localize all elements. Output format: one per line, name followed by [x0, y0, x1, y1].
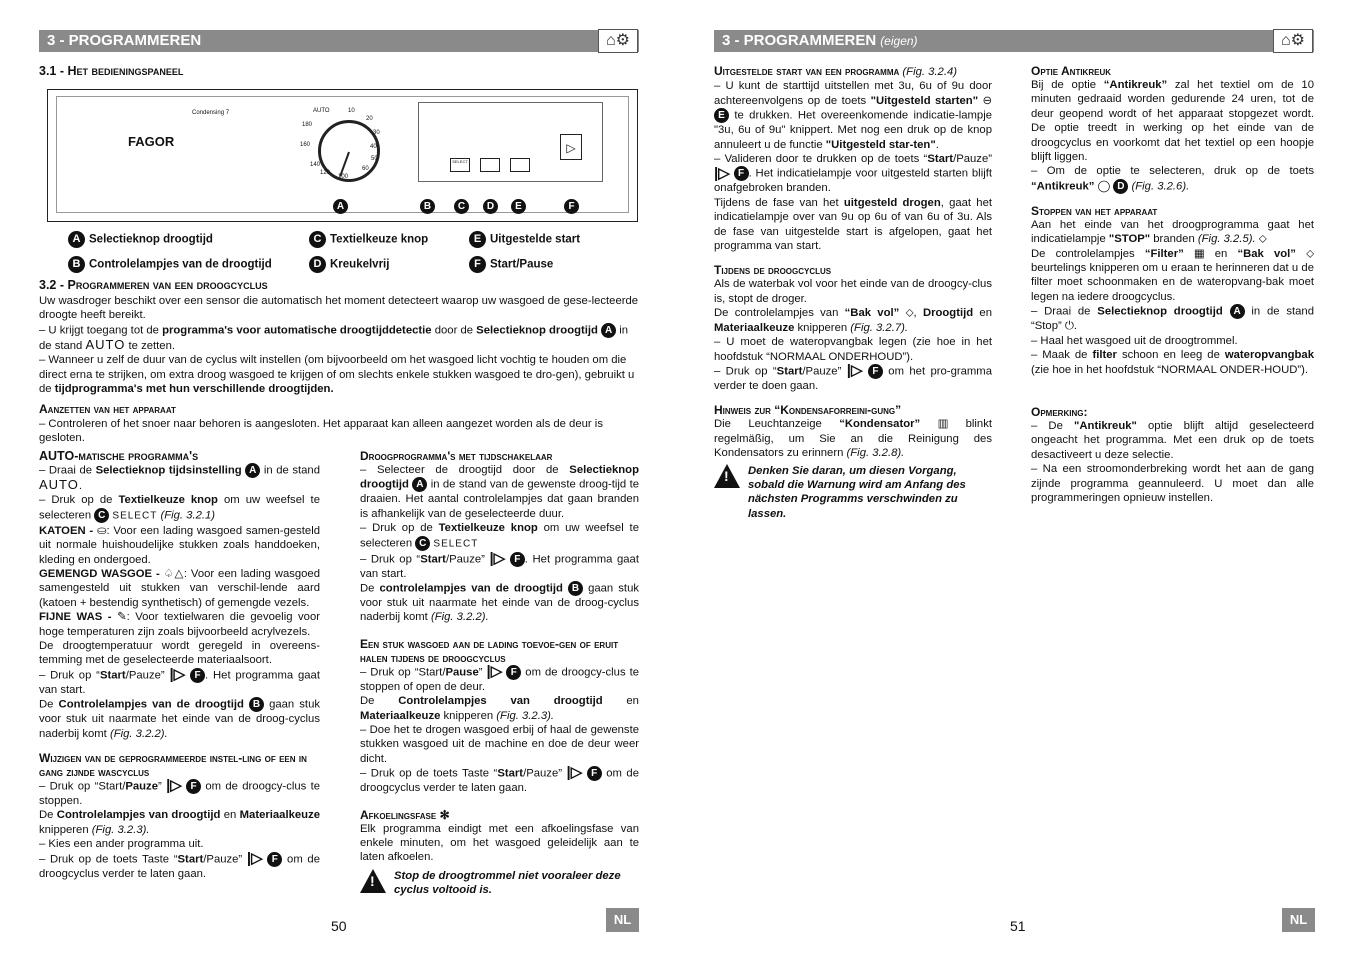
right-page-header: 3 - PROGRAMMEREN (eigen) [714, 30, 1314, 52]
legend-c: C Textielkeuze knop [309, 231, 428, 249]
brand-logo: FAGOR [128, 134, 175, 149]
legend-e: E Uitgestelde start [469, 231, 580, 249]
left-column: AUTO-matische programma's – Draai de Selectieknop tijdsinstelling A in de stand AUTO. – Druk op de Textielkeuze knop om uw weefsel te selecteren C SELECT (Fig. 3.2.1) KATOEN - ⛀: Voor een lading wasgoed samen-gesteld uit normale huishoudelijke stukken zoals handdoeken, kleding en ondergoed. GEMENGD WASGOE - ♤△: Voor een lading wasgoed samengesteld uit stukken van verschil-lende aard (katoen + bestendig synthetisch) of gemengde vezels. FIJNE WAS - ✎: Voor textielwaren die gevoelig voor hoge temperaturen zijn zoals bijvoorbeeld acrylvezels. De droogtemperatuur wordt geregeld in overeens-temming met de geselecteerde materiaalsoort. – Druk op “Start/Pauze” |▷ F . Het programma gaat van start. De Controlelampjes van de droogtijd B gaan stuk voor stuk uit naarmate het einde van de droog-cyclus naderbij komt (Fig. 3.2.2). Wijzigen van de geprogrammeerde instel-ling of een in gang zijnde wascyclus – Druk op “Start/Pauze” |▷ F om de droogcy-clus te stoppen. De Controlelampjes van droogtijd en Materiaalkeuze knipperen (Fig. 3.2.3). – Kies een ander programma uit. – Druk op de toets Taste “Start/Pauze” |▷ F om de droogcyclus verder te laten gaan. [39, 449, 321, 880]
legend-a: A Selectieknop droogtijd [68, 231, 213, 249]
delay-icon: ⊖ [982, 94, 992, 107]
delay-start-button[interactable] [510, 158, 530, 172]
dryer-icon-right: ⌂⚙ [1273, 29, 1313, 53]
legend-b: B Controlelampjes van de droogtijd [68, 256, 272, 274]
antikreuk-icon: ◯ [1097, 180, 1111, 193]
aanzetten-text: – Controleren of het snoer naar behoren is aangesloten. Het apparaat kan alleen aangezet worden als de deur is gesloten. [39, 418, 603, 445]
warning-icon: ! [360, 869, 386, 893]
left-page-header: 3 - PROGRAMMEREN [39, 30, 639, 52]
water-tank-icon: ⬦ [905, 307, 914, 320]
warning-icon-2: ! [714, 464, 740, 488]
start-pause-button[interactable]: ▷ [560, 134, 582, 160]
mixed-icon: ♤△ [163, 567, 184, 580]
section-3-1-heading: 3.1 - Het bedieningspaneel [39, 64, 184, 78]
page-number-left: 50 [331, 918, 347, 934]
filter-icon: ▦ [1193, 247, 1205, 260]
antikreuk-button[interactable] [480, 158, 500, 172]
condensing-label: Condensing 7 [192, 110, 230, 116]
language-badge-right: NL [1282, 908, 1315, 932]
power-icon: ⏻ [1064, 320, 1074, 333]
legend-f: F Start/Pause [469, 256, 553, 274]
right-column-2: Optie Antikreuk Bij de optie “Antikreuk” zal het textiel om de 10 minuten gedraaid worden gedurende 24 uren, tot de deur geopend wordt of het apparaat stopgezet wordt. De optie treedt in werking op het einde van de droogcyclus en voorkomt dat het textiel op een hoopje blijft liggen. – Om de optie te selecteren, druk op de toets “Antikreuk” ◯ D (Fig. 3.2.6). Stoppen van het apparaat Aan het einde van het droogprogramma gaat het indicatielampje "STOP" branden (Fig. 3.2.5). ⬦ De controlelampjes “Filter” ▦ en “Bak vol” ⬦ beurtelings knipperen om u eraan te herinneren dat u de filter moet schoonmaken en de wateropvang-bak moet legen na iedere droogcyclus. – Draai de Selectieknop droogtijd A in de stand “Stop” ⏻. – Haal het wasgoed uit de droogtrommel. – Maak de filter schoon en leeg de wateropvangbak (zie hoe in het hoofdstuk “NORMAAL ONDER-HOUD”). Opmerking: – De "Antikreuk" optie blijft altijd geselecteerd ongeacht het programma. Met een druk op de toets desactiveert u deze selectie. – Na een stroomonderbreking wordt het aan de gang zijnde programma geannuleerd. U moet dan alle programmeringen opnieuw instellen. [1031, 64, 1315, 504]
section-3-2-body: Uw wasdroger beschikt over een sensor die automatisch het moment detecteert waarop uw wasgoed de gese-lecteerde droogte heeft bereikt. – U krijgt toegang tot de programma's voor automatische droogtijddetectie door de Selectieknop droogtijd A in de stand AUTO te zetten. – Wanneer u zelf de duur van de cyclus wilt instellen (om bijvoorbeeld om het wasgoed licht vochtig te houden om die direct erna te strijken, om extra droog wasgoed te krijgen of om slechts enkele stukken wasgoed te dro-gen), gebruikt u de tijdprogramma's met hun verschillende droogtijden. [39, 295, 639, 396]
control-panel-diagram: FAGOR Condensing 7 AUTO 10 20 30 40 50 60 100 120 140 160 180 SELECT ▷ A B C D E F [47, 89, 638, 222]
fan-icon: ✻ [439, 807, 450, 822]
right-column-1: Uitgestelde start van een programma (Fig. 3.2.4) – U kunt de starttijd uitstellen met 3u, 6u of 9u door achtereenvolgens op de toets "Uitgesteld starten" ⊖ E te drukken. Het overeenkomende indicatie-lampje "3u, 6u of 9u" knippert. Met nog een druk op de knop annuleert u de functie "Uitgesteld star-ten". – Valideren door te drukken op de toets “Start/Pauze” |▷ F . Het indicatielampje voor uitgesteld starten blijft onafgebroken branden. Tijdens de fase van het uitgesteld drogen, gaat het indicatielampje over van 9u op 6u of van 6u of 3u. Als de fase van uitgestelde start is afgelopen, gaat het programma van start. Tijdens de droogcyclus Als de waterbak vol voor het einde van de droogcy-clus is, stopt de droger. De controlelampjes van “Bak vol” ⬦, Droogtijd en Materiaalkeuze knipperen (Fig. 3.2.7). – U moet de wateropvangbak legen (zie hoe in het hoofdstuk “NORMAAL ONDERHOUD”). – Druk op “Start/Pauze” |▷ F om het pro-gramma verder te doen gaan. Hinweis zur “Kondensaforreini-gung” Die Leuchtanzeige “Kondensator” ▥ blinkt regelmäßig, um Sie an die Reinigung des Kondensators zu erinnern (Fig. 3.2.8). ! Denken Sie daran, um diesen Vorgang, sobald die Warnung wird am Anfang des nächsten Programms verschwinden zu lassen. [714, 64, 993, 520]
condenser-icon: ▥ [937, 418, 949, 431]
page-number-right: 51 [1010, 918, 1026, 934]
legend-d: D Kreukelvrij [309, 256, 389, 274]
cotton-icon: ⛀ [96, 524, 107, 537]
water-tank-icon-2: ⬦ [1258, 233, 1267, 246]
aanzetten-heading: Aanzetten van het apparaat [39, 402, 176, 416]
middle-column: Droogprogramma's met tijdschakelaar – Selecteer de droogtijd door de Selectieknop droogtijd A in de stand van de gewenste droog-tijd te draaien. Het aantal controlelampjes dat gaan branden is afhankelijk van de geselecteerde duur. – Druk op de Textielkeuze knop om uw weefsel te selecteren C SELECT – Druk op “Start/Pauze” |▷ F . Het programma gaat van start. De controlelampjes van de droogtijd B gaan stuk voor stuk uit naarmate het einde van de droog-cyclus naderbij komt (Fig. 3.2.2). Een stuk wasgoed aan de lading toevoe-gen of eruit halen tijdens de droogcyclus – Druk op “Start/Pause” |▷ F om de droogcy-clus te stoppen of open de deur. De Controlelampjes van droogtijd en Materiaalkeuze knipperen (Fig. 3.2.3). – Doe het te drogen wasgoed erbij of haal de gewenste stukken wasgoed uit de machine en doe de deur weer dicht. – Druk op de toets Taste “Start/Pauze” |▷ F om de droogcyclus verder te laten gaan. Afkoelingsfase ✻ Elk programma eindigt met een afkoelingsfase van enkele minuten, om het wasgoed geleidelijk aan te laten afkoelen. ! Stop de droogtrommel niet vooraleer deze cyclus voltooid is. [360, 449, 640, 897]
delicate-icon: ✎ [117, 611, 127, 624]
water-tank-icon-3: ⬦ [1306, 247, 1315, 260]
language-badge-left: NL [606, 908, 639, 932]
section-3-2-heading: 3.2 - Programmeren van een droogcyclus [39, 278, 268, 292]
select-button[interactable]: SELECT [450, 158, 470, 172]
dryer-icon: ⌂⚙ [598, 29, 638, 53]
